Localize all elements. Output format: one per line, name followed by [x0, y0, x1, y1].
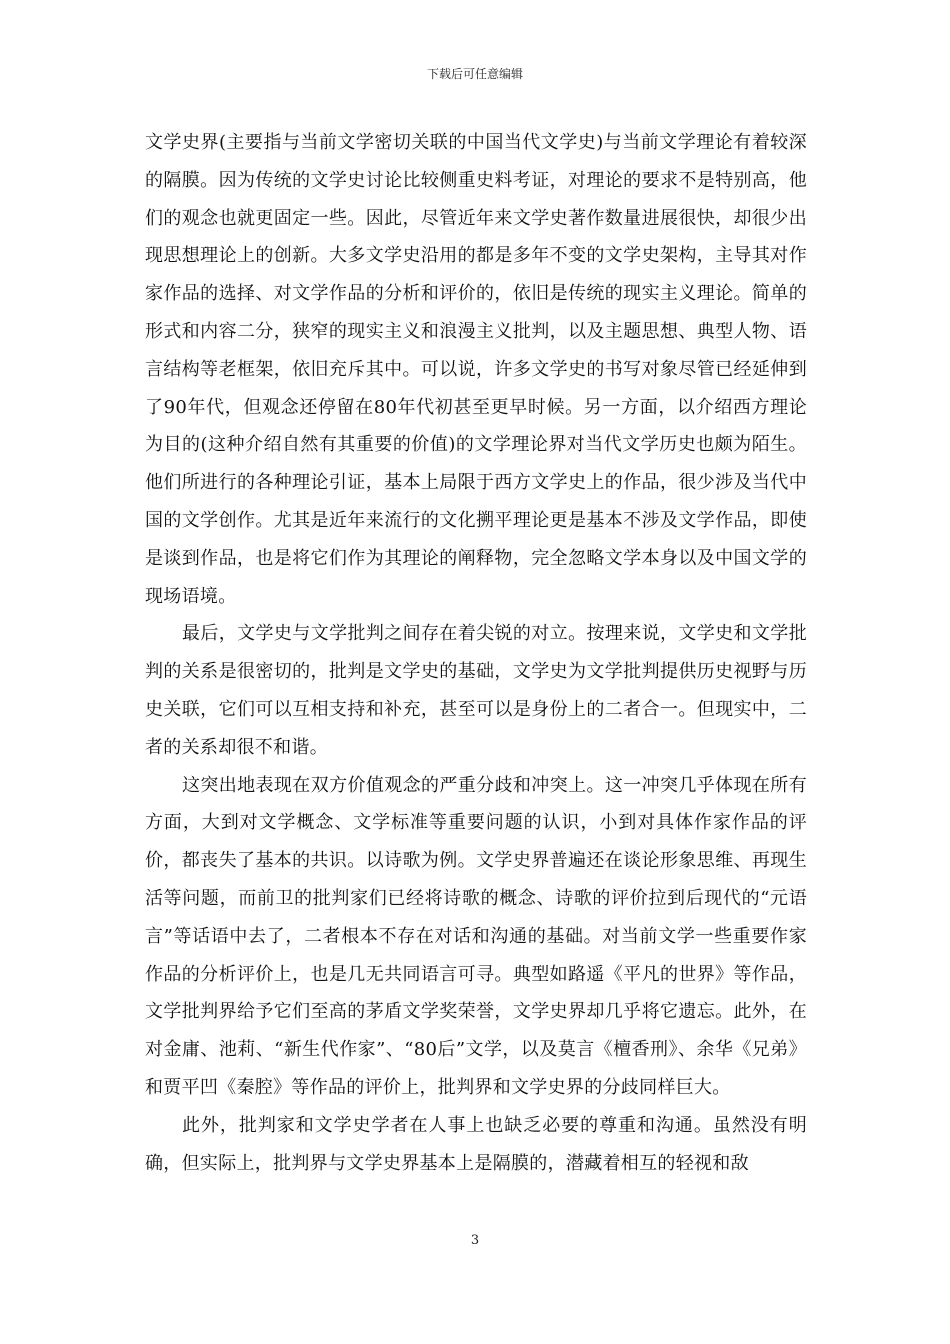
paragraph-1: 文学史界(主要指与当前文学密切关联的中国当代文学史)与当前文学理论有着较深的隔膜。因为传统的文学史讨论比较侧重史料考证，对理论的要求不是特别高，他们的观念也就更固定一些。因此，尽管近年来文学史著作数量进展很快，却很少出现思想理论上的创新。大多文学史沿用的都是多年不变的文学史架构，主导其对作家作品的选择、对文学作品的分析和评价的，依旧是传统的现实主义理论。简单的形式和内容二分，狭窄的现实主义和浪漫主义批判，以及主题思想、典型人物、语言结构等老框架，依旧充斥其中。可以说，许多文学史的书写对象尽管已经延伸到了90年代，但观念还停留在80年代初甚至更早时候。另一方面，以介绍西方理论为目的(这种介绍自然有其重要的价值)的文学理论界对当代文学历史也颇为陌生。他们所进行的各种理论引证，基本上局限于西方文学史上的作品，很少涉及当代中国的文学创作。尤其是近年来流行的文化搠平理论更是基本不涉及文学作品，即使是谈到作品，也是将它们作为其理论的阐释物，完全忽略文学本身以及中国文学的现场语境。 [145, 132, 807, 607]
page-number: 3 [470, 1233, 480, 1248]
body-text [145, 124, 807, 1182]
page-header: 下载后可任意编辑 [426, 67, 523, 81]
paragraph-3: 这突出地表现在双方价值观念的严重分歧和冲突上。这一冲突几乎体现在所有方面，大到对文学概念、文学标准等重要问题的认识，小到对具体作家作品的评价，都丧失了基本的共识。以诗歌为例。文学史界普遍还在谈论形象思维、再现生活等问题，而前卫的批判家们已经将诗歌的概念、诗歌的评价拉到后现代的“元语言”等话语中去了，二者根本不存在对话和沟通的基础。对当前文学一些重要作家作品的分析评价上，也是几无共同语言可寻。典型如路遥《平凡的世界》等作品，文学批判界给予它们至高的茅盾文学奖荣誉，文学史界却几乎将它遗忘。此外，在对金庸、池莉、“新生代作家”、“80后”文学，以及莫言《檀香刑》、余华《兄弟》和贾平凹《秦腔》等作品的评价上，批判界和文学史界的分歧同样巨大。 [145, 774, 807, 1098]
paragraph-2: 最后，文学史与文学批判之间存在着尖锐的对立。按理来说，文学史和文学批判的关系是很密切的，批判是文学史的基础，文学史为文学批判提供历史视野与历史关联，它们可以互相支持和补充，甚至可以是身份上的二者合一。但现实中，二者的关系却很不和谐。 [145, 623, 807, 758]
paragraph-4: 此外，批判家和文学史学者在人事上也缺乏必要的尊重和沟通。虽然没有明确，但实际上，批判界与文学史界基本上是隔膜的，潜藏着相互的轻视和敌 [145, 1114, 807, 1174]
